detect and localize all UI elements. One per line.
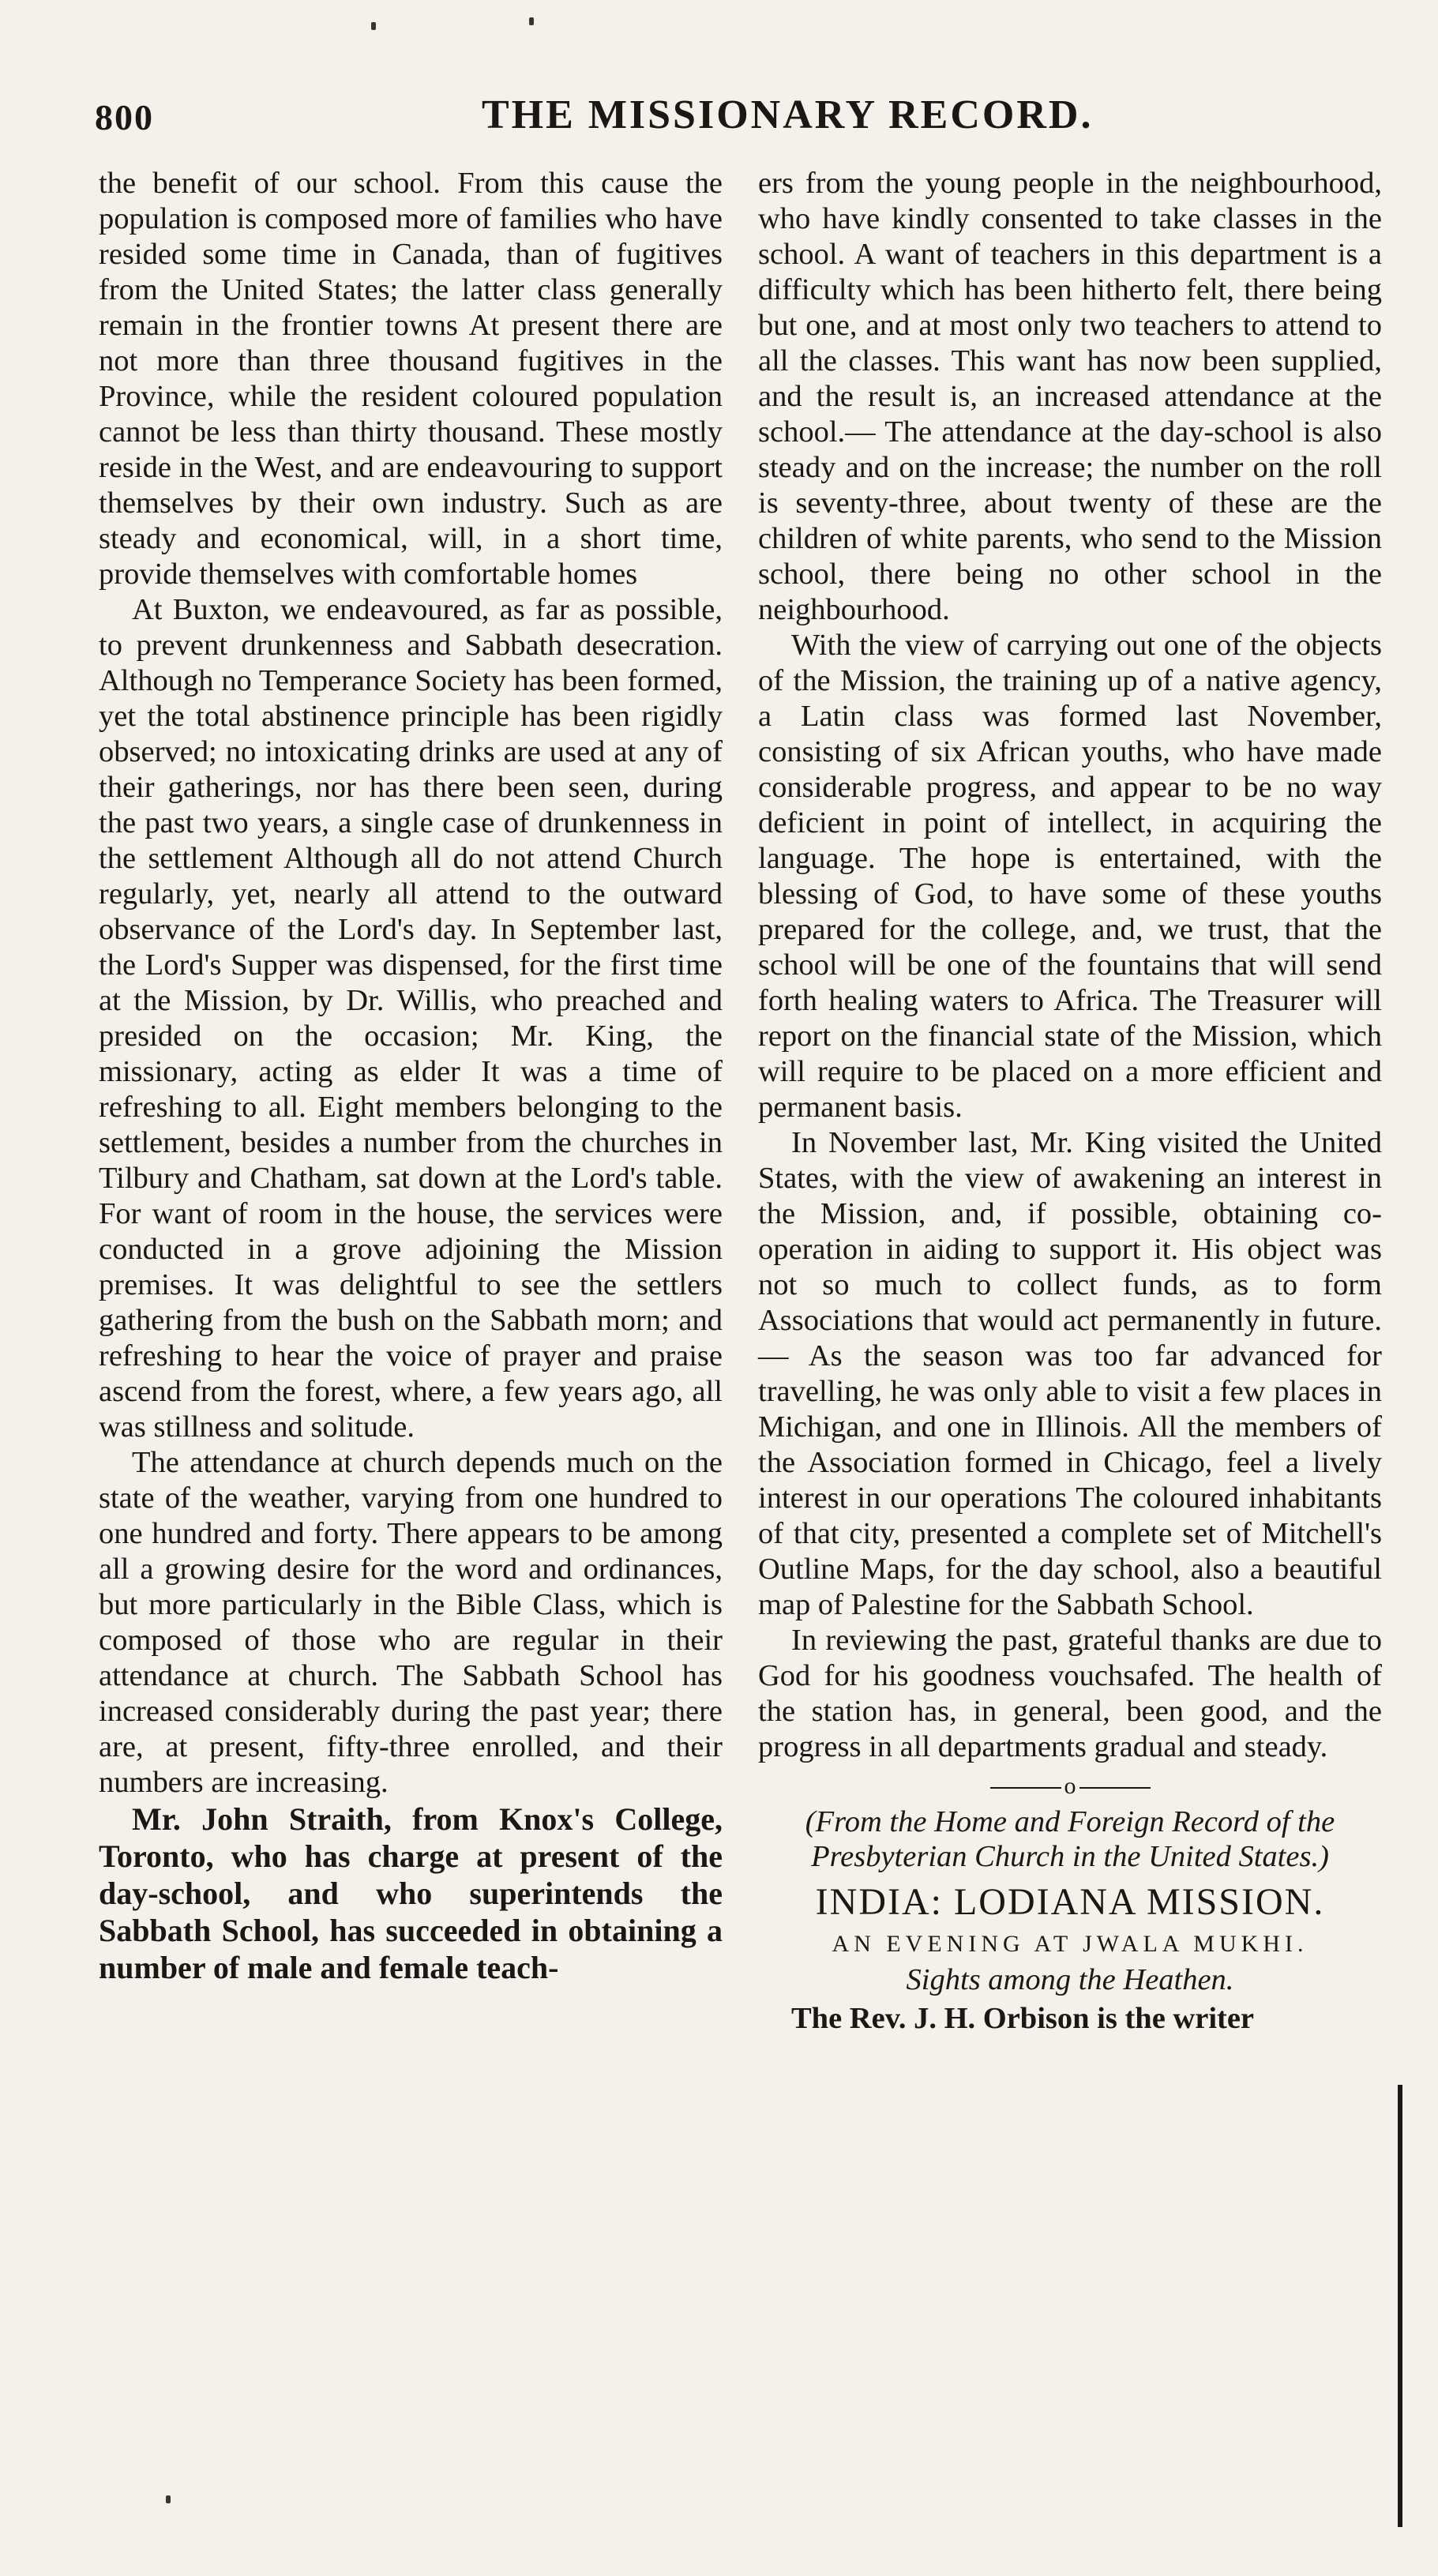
separator-rule-right xyxy=(1079,1787,1151,1789)
right-paragraph-3: In November last, Mr. King visited the United States, with the view of awakening an interest in the Mission, and, if possible, obtaining co-operation in aiding to support it. His object was not so much to collect funds, as to form Associations that would act permanently in future.— As the season was too far advanced for travelling, he was only able to visit a few places in Michigan, and one in Illinois. All the members of the Association formed in Chicago, feel a lively interest in our operations The coloured inhabitants of that city, presented a complete set of Mitchell's Outline Maps, for the day school, also a beautiful map of Palestine for the Sabbath School. xyxy=(758,1126,1382,1621)
ink-speck xyxy=(529,17,534,25)
left-paragraph-4: Mr. John Straith, from Knox's College, Toronto, who has charge at present of the day-school, and who superintends the Sabbath School, has succeeded in obtaining a number of male and female teach- xyxy=(99,1801,723,1985)
margin-rule xyxy=(1398,2085,1402,2527)
right-paragraph-1: ers from the young people in the neighbourhood, who have kindly consented to take classes in the school. A want of teachers in this department is a difficulty which has been hitherto felt, there being but one, and at most only two teachers to attend to all the classes. This want has now been supplied, and the result is, an increased attendance at the school.— The attendance at the day-school is also steady and on the increase; the number on the roll is seventy-three, about twenty of these are the children of white parents, who send to the Mission school, there being no other school in the neighbourhood. xyxy=(758,167,1382,626)
left-column xyxy=(99,166,723,1986)
right-paragraph-5: The Rev. J. H. Orbison is the writer xyxy=(791,2002,1255,2035)
page-number: 800 xyxy=(95,97,154,137)
section-separator xyxy=(758,1773,1382,1800)
separator-ornament: o xyxy=(1064,1773,1076,1799)
page-header xyxy=(95,88,1358,152)
ink-speck xyxy=(371,22,376,30)
left-paragraph-1: the benefit of our school. From this cause the population is composed more of families who have resided some time in Canada, than of fugitives from the United States; the latter class generally remain in the frontier towns At present there are not more than three thousand fugitives in the Province, while the resident coloured population cannot be less than thirty thousand. These mostly reside in the West, and are endeavouring to support themselves by their own industry. Such as are steady and economical, will, in a short time, provide themselves with comfortable homes xyxy=(99,167,723,591)
source-note: (From the Home and Foreign Record of the Presbyterian Church in the United States.) xyxy=(805,1805,1335,1873)
separator-rule-left xyxy=(990,1787,1061,1789)
ink-speck xyxy=(166,2495,171,2503)
section-subtitle: AN EVENING AT JWALA MUKHI. xyxy=(832,1931,1308,1957)
right-paragraph-4: In reviewing the past, grateful thanks are due to God for his goodness vouchsafed. The health of the station has, in general, been good, and the progress in all departments gradual and steady. xyxy=(758,1624,1382,1763)
right-column xyxy=(758,166,1382,2037)
left-paragraph-3: The attendance at church depends much on the state of the weather, varying from one hundred to one hundred and forty. There appears to be among all a growing desire for the word and ordinances, but more particularly in the Bible Class, which is composed of those who are regular in their attendance at church. The Sabbath School has increased considerably during the past year; there are, at present, fifty-three enrolled, and their numbers are increasing. xyxy=(99,1446,723,1799)
section-title: INDIA: LODIANA MISSION. xyxy=(815,1881,1325,1923)
left-paragraph-2: At Buxton, we endeavoured, as far as possible, to prevent drunkenness and Sabbath desecration. Although no Temperance Society has been formed, yet the total abstinence principle has been rigidly observed; no intoxicating drinks are used at any of their gatherings, nor has there been seen, during the past two years, a single case of drunkenness in the settlement Although all do not attend Church regularly, yet, nearly all attend to the outward observance of the Lord's day. In September last, the Lord's Supper was dispensed, for the first time at the Mission, by Dr. Willis, who preached and presided on the occasion; Mr. King, the missionary, acting as elder It was a time of refreshing to all. Eight members belonging to the settlement, besides a number from the churches in Tilbury and Chatham, sat down at the Lord's table. For want of room in the house, the services were conducted in a grove adjoining the Mission premises. It was delightful to see the settlers gathering from the bush on the Sabbath morn; and refreshing to hear the voice of prayer and praise ascend from the forest, where, a few years ago, all was stillness and solitude. xyxy=(99,593,723,1444)
running-title: THE MISSIONARY RECORD. xyxy=(482,92,1094,137)
section-tagline: Sights among the Heathen. xyxy=(906,1963,1234,1996)
right-paragraph-2: With the view of carrying out one of the objects of the Mission, the training up of a native agency, a Latin class was formed last November, consisting of six African youths, who have made considerable progress, and appear to be no way deficient in point of intellect, in acquiring the language. The hope is entertained, with the blessing of God, to have some of these youths prepared for the college, and, we trust, that the school will be one of the fountains that will send forth healing waters to Africa. The Treasurer will report on the financial state of the Mission, which will require to be placed on a more efficient and permanent basis. xyxy=(758,629,1382,1124)
